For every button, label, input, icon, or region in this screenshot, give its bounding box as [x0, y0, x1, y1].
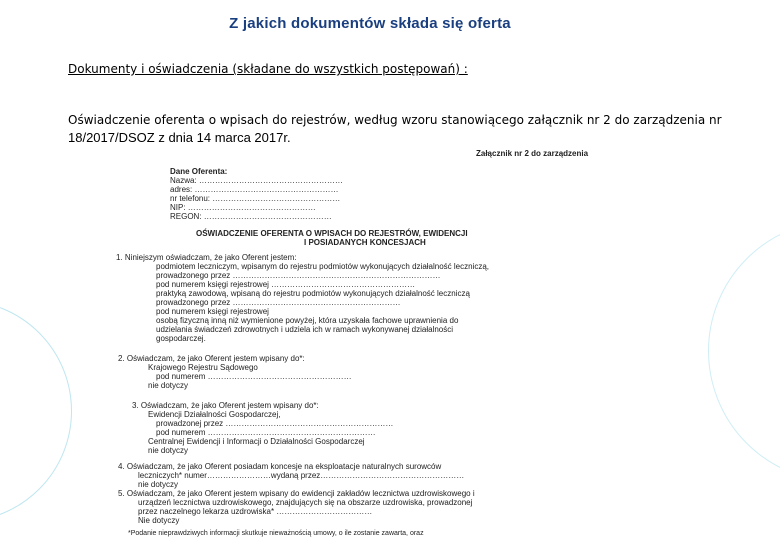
section4-line: 4. Oświadczam, że jako Oferent posiadam koncesje na eksploatacje naturalnych surowców — [118, 462, 442, 471]
section1-line: udzielania świadczeń zdrowotnych i udziela ich w ramach wykonywanej działalności — [156, 325, 454, 334]
section1-line: praktyką zawodową, wpisaną do rejestru podmiotów wykonujących działalność leczniczą — [156, 289, 470, 298]
offeror-field: nr telefonu: ………………………………………… — [170, 194, 341, 203]
doc-title-line1: OŚWIADCZENIE OFERENTA O WPISACH DO REJESTRÓW, EWIDENCJI — [196, 229, 468, 238]
section4-line: leczniczych* numer……………………wydaną przez……………………………………………… — [138, 471, 465, 480]
section3-line: pod numerem ……………………………………………………… — [156, 428, 376, 437]
section5-line: 5. Oświadczam, że jako Oferent jestem wpisany do ewidencji zakładów lecznictwa uzdrowiskowego i — [118, 489, 475, 498]
section5-line: Nie dotyczy — [138, 516, 180, 525]
section1-line: gospodarczej. — [156, 334, 206, 343]
section5-line: urządzeń lecznictwa uzdrowiskowego, znajdujących się na obszarze uzdrowiska, prowadzonej — [138, 498, 473, 507]
section2-line: Krajowego Rejestru Sądowego — [148, 363, 258, 372]
section3-line: 3. Oświadczam, że jako Oferent jestem wpisany do*: — [132, 401, 319, 410]
section1-line: pod numerem księgi rejestrowej ……………………………………………… — [156, 280, 416, 289]
offeror-field: NIP: ………………………………………… — [170, 203, 316, 212]
section4-line: nie dotyczy — [138, 480, 179, 489]
slide-title: Z jakich dokumentów składa się oferta — [229, 15, 511, 32]
section1-line: pod numerem księgi rejestrowej — [156, 307, 269, 316]
attachment-header: Załącznik nr 2 do zarządzenia — [476, 149, 589, 158]
offeror-field: Nazwa: ……………………………………………… — [170, 176, 343, 185]
section1-line: osobą fizyczną inną niż wymienione powyżej, która uzyskała fachowe uprawnienia do — [156, 316, 459, 325]
section1-line: 1. Niniejszym oświadczam, że jako Oferent jestem: — [116, 253, 297, 262]
offeror-field: Dane Oferenta: — [170, 167, 228, 176]
footnote-line: *Podanie nieprawdziwych informacji skutkuje nieważnością umowy, o ile zostanie zawarta, oraz — [128, 530, 424, 537]
offeror-field: adres: ……………………………………………… — [170, 185, 339, 194]
section3-line: prowadzonej przez ……………………………………………………… — [156, 419, 394, 428]
section2-line: 2. Oświadczam, że jako Oferent jestem wpisany do*: — [118, 354, 305, 363]
section1-line: prowadzonego przez ……………………………………………………… — [156, 298, 401, 307]
doc-title-line2: I POSIADANYCH KONCESJACH — [304, 238, 426, 247]
section3-line: nie dotyczy — [148, 446, 189, 455]
decorative-arc-left — [0, 300, 72, 522]
offeror-field: REGON: ………………………………………… — [170, 212, 332, 221]
section2-line: pod numerem ……………………………………………… — [156, 372, 352, 381]
body-prefix: Oświadczenie oferenta o wpisach do rejestrów, według wzoru stanowiącego załącznik nr 2 do zarządzenia nr — [68, 113, 722, 127]
section-subheading: Dokumenty i oświadczenia (składane do wszystkich postępowań) : — [68, 62, 468, 76]
section3-line: Ewidencji Działalności Gospodarczej, — [148, 410, 281, 419]
section5-line: przez naczelnego lekarza uzdrowiska* ……………………………… — [138, 507, 373, 516]
section3-line: Centralnej Ewidencji i Informacji o Działalności Gospodarczej — [148, 437, 365, 446]
section1-line: podmiotem leczniczym, wpisanym do rejestru podmiotów wykonujących działalność leczniczą, — [156, 262, 490, 271]
section2-line: nie dotyczy — [148, 381, 189, 390]
decorative-arc-right — [708, 220, 780, 482]
section1-line: prowadzonego przez …………………………………………………………………… — [156, 271, 441, 280]
scanned-form — [108, 147, 670, 540]
body-paragraph — [68, 112, 736, 147]
body-tail: 18/2017/DSOZ z dnia 14 marca 2017r. — [68, 130, 291, 145]
